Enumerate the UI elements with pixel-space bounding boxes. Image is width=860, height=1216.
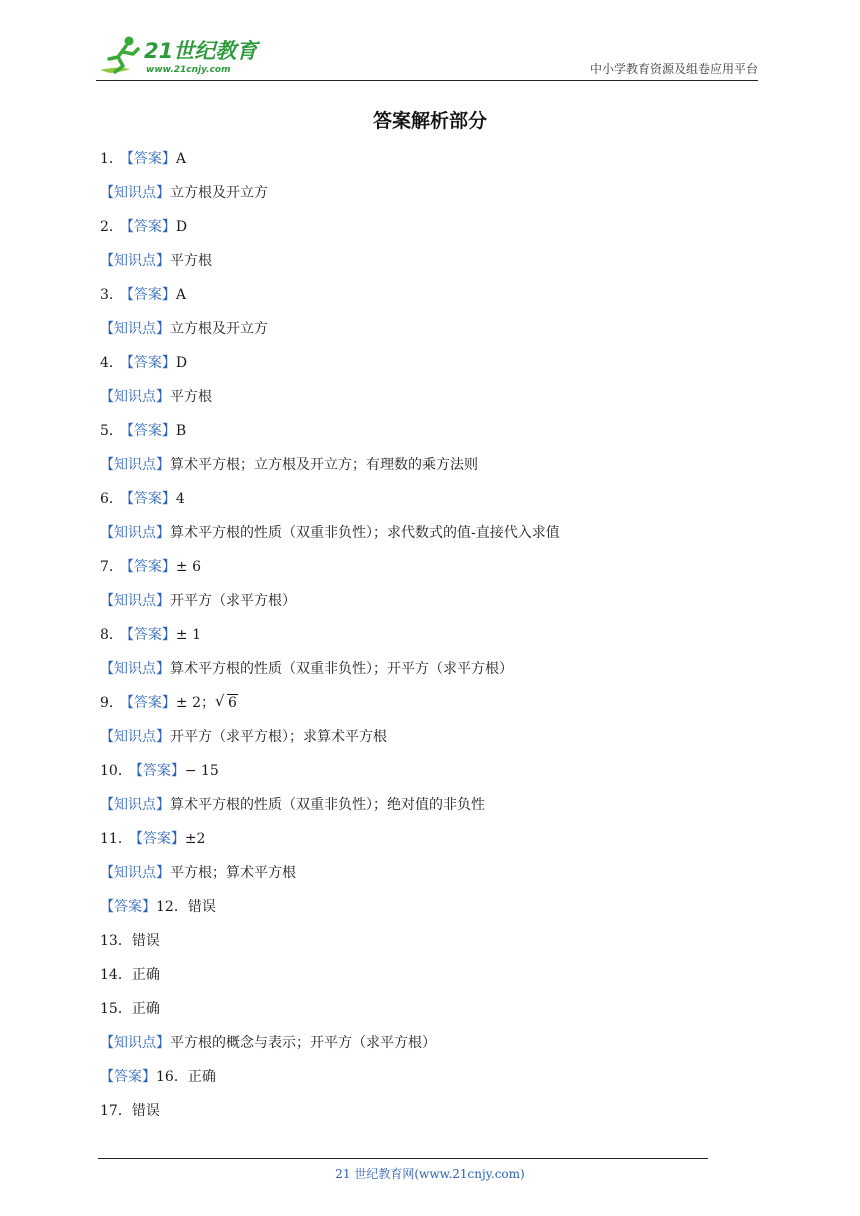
knowledge-line: [100, 863, 740, 897]
question-number: 9．: [100, 695, 123, 711]
answer-value: − 15: [184, 763, 219, 779]
knowledge-line: [100, 1033, 740, 1067]
answer-value: ± 2；: [175, 695, 216, 711]
knowledge-value: 算术平方根的性质（双重非负性）；求代数式的值-直接代入求值: [170, 525, 560, 541]
answer-tag: 【答案】: [126, 423, 176, 439]
knowledge-line: [100, 659, 740, 693]
answer-tag: 【答案】: [126, 627, 176, 643]
answer-line: [100, 149, 740, 183]
answer-line: [100, 353, 740, 387]
answer-line: 14．正确: [100, 967, 160, 983]
answer-value: ±2: [184, 831, 206, 847]
knowledge-value: 平方根的概念与表示；开平方（求平方根）: [170, 1035, 436, 1051]
knowledge-tag: 【知识点】: [100, 1035, 170, 1051]
answer-line: [100, 829, 740, 863]
question-number: 2．: [100, 219, 123, 235]
knowledge-line: [100, 727, 740, 761]
answer-value: A: [175, 287, 187, 303]
knowledge-tag: 【知识点】: [100, 593, 170, 609]
answer-line: [100, 217, 740, 251]
knowledge-tag: 【知识点】: [100, 253, 170, 269]
knowledge-line: [100, 183, 740, 217]
knowledge-line: [100, 319, 740, 353]
answer-list: [100, 149, 740, 1135]
knowledge-value: 平方根: [170, 389, 212, 405]
knowledge-tag: 【知识点】: [100, 797, 170, 813]
answer-tag: 【答案】: [126, 151, 176, 167]
answer-line: [100, 897, 740, 931]
answer-tag: 【答案】: [100, 1069, 156, 1085]
header-platform-text: 中小学教育资源及组卷应用平台: [589, 62, 758, 76]
answer-tag: 【答案】: [126, 287, 176, 303]
answer-value: 12．错误: [156, 899, 216, 915]
knowledge-value: 平方根: [170, 253, 212, 269]
knowledge-value: 立方根及开立方: [170, 185, 268, 201]
answer-value: ± 1: [175, 627, 202, 643]
knowledge-line: [100, 591, 740, 625]
footer-text: 21 世纪教育网(www.21cnjy.com): [335, 1167, 525, 1181]
answer-tag: 【答案】: [135, 763, 185, 779]
knowledge-line: [100, 455, 740, 489]
answer-line: [100, 693, 740, 727]
knowledge-tag: 【知识点】: [100, 321, 170, 337]
knowledge-tag: 【知识点】: [100, 457, 170, 473]
answer-tag: 【答案】: [126, 695, 176, 711]
knowledge-tag: 【知识点】: [100, 525, 170, 541]
knowledge-line: [100, 387, 740, 421]
question-number: 4．: [100, 355, 123, 371]
answer-tag: 【答案】: [126, 355, 176, 371]
knowledge-value: 算术平方根的性质（双重非负性）；绝对值的非负性: [170, 797, 485, 813]
question-number: 8．: [100, 627, 123, 643]
answer-line: [100, 625, 740, 659]
knowledge-line: [100, 795, 740, 829]
radical-sign-icon: √: [215, 692, 225, 710]
answer-line: 17．错误: [100, 1103, 160, 1119]
radicand: 6: [228, 695, 237, 711]
answer-line: [100, 557, 740, 591]
question-number: 11．: [100, 831, 132, 847]
knowledge-value: 算术平方根的性质（双重非负性）；开平方（求平方根）: [170, 661, 513, 677]
answer-line: 15．正确: [100, 1001, 160, 1017]
logo-text: 21世纪教育: [144, 39, 258, 63]
answer-value: 16．正确: [156, 1069, 216, 1085]
answer-tag: 【答案】: [126, 219, 176, 235]
answer-tag: 【答案】: [126, 491, 176, 507]
knowledge-tag: 【知识点】: [100, 185, 170, 201]
answer-line: 13．错误: [100, 933, 160, 949]
knowledge-tag: 【知识点】: [100, 729, 170, 745]
answer-line: [100, 1067, 740, 1101]
answer-line: [100, 489, 740, 523]
knowledge-tag: 【知识点】: [100, 661, 170, 677]
question-number: 10．: [100, 763, 132, 779]
answer-line: [100, 285, 740, 319]
knowledge-value: 开平方（求平方根）；求算术平方根: [170, 729, 387, 745]
knowledge-line: [100, 523, 740, 557]
answer-line: [100, 421, 740, 455]
question-number: 7．: [100, 559, 123, 575]
knowledge-value: 平方根；算术平方根: [170, 865, 296, 881]
answer-value: ± 6: [175, 559, 202, 575]
knowledge-value: 算术平方根；立方根及开立方；有理数的乘方法则: [170, 457, 478, 473]
knowledge-tag: 【知识点】: [100, 389, 170, 405]
answer-tag: 【答案】: [126, 559, 176, 575]
answer-value: D: [175, 219, 188, 235]
answer-tag: 【答案】: [135, 831, 185, 847]
question-number: 6．: [100, 491, 123, 507]
logo-url: www.21cnjy.com: [146, 65, 231, 75]
question-number: 5．: [100, 423, 123, 439]
sqrt-expression: [215, 693, 238, 713]
knowledge-line: [100, 251, 740, 285]
question-number: 3．: [100, 287, 123, 303]
question-number: 1．: [100, 151, 123, 167]
footer-divider: [98, 1158, 708, 1159]
answer-value: A: [175, 151, 187, 167]
answer-value: B: [175, 423, 187, 439]
page-title: 答案解析部分: [372, 110, 487, 132]
knowledge-value: 立方根及开立方: [170, 321, 268, 337]
site-logo: [96, 32, 266, 78]
knowledge-value: 开平方（求平方根）: [170, 593, 296, 609]
page-header: [96, 30, 758, 81]
answer-value: 4: [175, 491, 185, 507]
answer-line: [100, 761, 740, 795]
answer-value: D: [175, 355, 188, 371]
answer-tag: 【答案】: [100, 899, 156, 915]
knowledge-tag: 【知识点】: [100, 865, 170, 881]
